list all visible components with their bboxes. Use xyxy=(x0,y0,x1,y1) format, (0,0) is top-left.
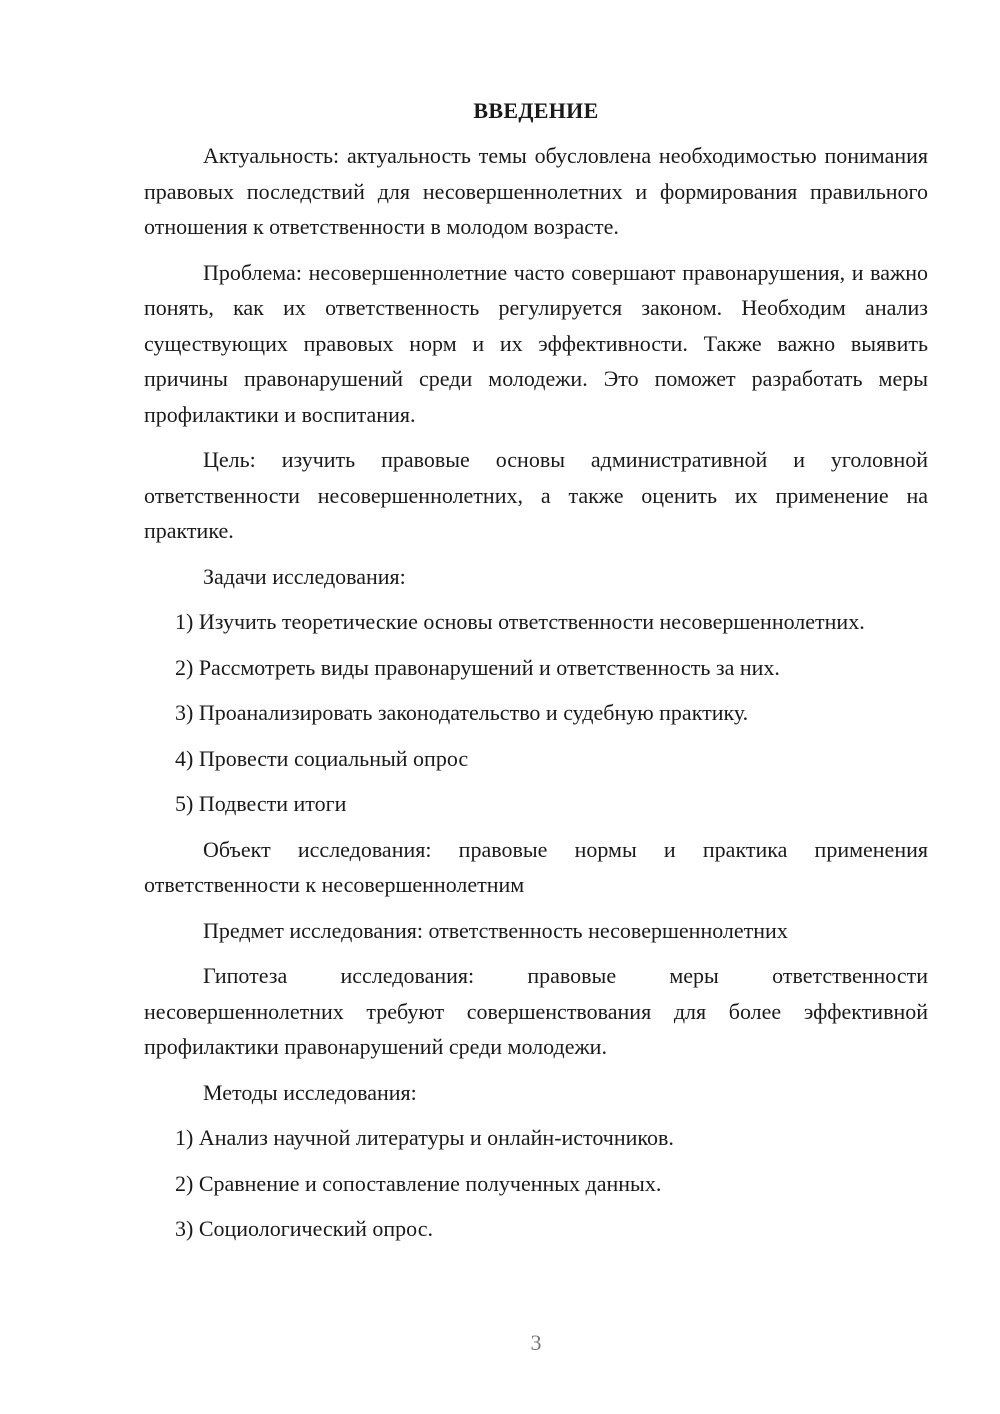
task-item-2: 2) Рассмотреть виды правонарушений и ответственность за них. xyxy=(175,654,780,680)
page-title: ВВЕДЕНИЕ xyxy=(473,98,599,123)
paragraph-subject: Предмет исследования: ответственность несовершеннолетних xyxy=(203,917,788,943)
paragraph-goal: Цель: изучить правовые основы административной и уголовной ответственности несовершеннолетних, а также оценить их применение на практике. xyxy=(144,447,928,543)
paragraph-relevance: Актуальность: актуальность темы обусловлена необходимостью понимания правовых последствий для несовершеннолетних и формирования правильного отношения к ответственности в молодом возрасте. xyxy=(144,143,928,239)
paragraph-methods-intro: Методы исследования: xyxy=(203,1079,417,1105)
task-item-1: 1) Изучить теоретические основы ответственности несовершеннолетних. xyxy=(175,609,865,634)
document-page xyxy=(144,93,928,1257)
paragraph-object: Объект исследования: правовые нормы и практика применения ответственности к несовершеннолетним xyxy=(144,836,928,897)
paragraph-tasks-intro: Задачи исследования: xyxy=(203,563,406,589)
method-item-1: 1) Анализ научной литературы и онлайн-источников. xyxy=(175,1125,674,1150)
page-number-container xyxy=(0,1330,1000,1356)
page-number: 3 xyxy=(530,1330,542,1355)
task-item-4: 4) Провести социальный опрос xyxy=(175,745,469,771)
task-item-3: 3) Проанализировать законодательство и судебную практику. xyxy=(175,700,749,725)
task-item-5: 5) Подвести итоги xyxy=(175,791,347,816)
method-item-2: 2) Сравнение и сопоставление полученных данных. xyxy=(175,1170,662,1196)
paragraph-problem: Проблема: несовершеннолетние часто совершают правонарушения, и важно понять, как их ответственность регулируется законом. Необходим анализ существующих правовых норм и их эффективности. Также важно выявить причины правонарушений среди молодежи. Это поможет разработать меры профилактики и воспитания. xyxy=(144,259,928,427)
method-item-3: 3) Социологический опрос. xyxy=(175,1216,433,1241)
paragraph-hypothesis: Гипотеза исследования: правовые меры ответственности несовершеннолетних требуют совершенствования для более эффективной профилактики правонарушений среди молодежи. xyxy=(144,963,928,1059)
